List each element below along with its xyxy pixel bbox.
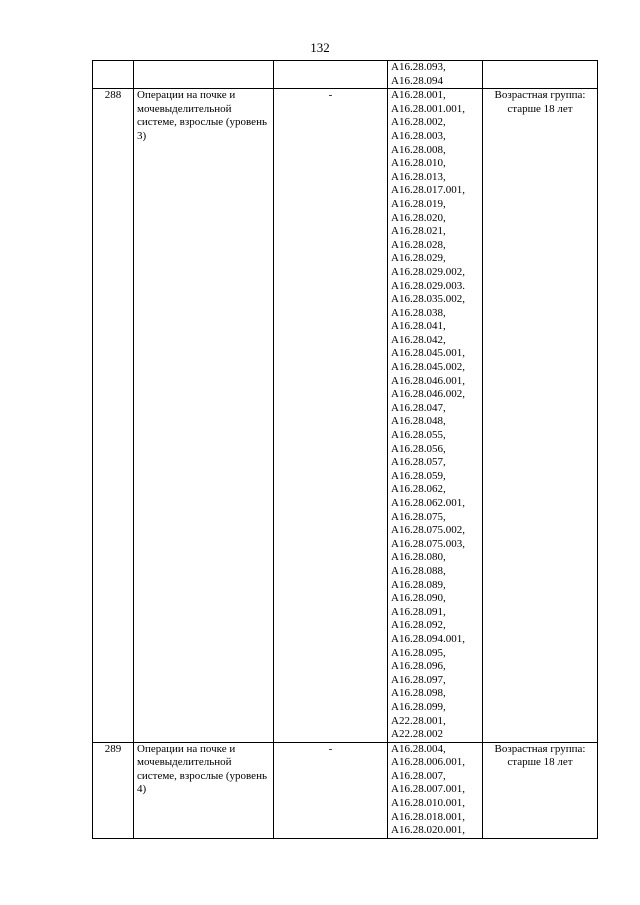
service-code: A16.28.056, — [391, 442, 446, 455]
service-code: A16.28.046.002, — [391, 388, 465, 401]
service-codes — [388, 742, 483, 838]
age-condition — [483, 61, 598, 89]
service-code: A16.28.091, — [391, 605, 446, 618]
service-code: A16.28.099, — [391, 700, 446, 713]
service-code: A16.28.094.001, — [391, 632, 465, 645]
service-code: A16.28.007.001, — [391, 783, 465, 796]
table-row — [93, 742, 598, 838]
service-code: A16.28.045.002, — [391, 361, 465, 374]
service-code: A16.28.092, — [391, 619, 446, 632]
service-code: A16.28.004, — [391, 742, 446, 755]
service-code: A16.28.007, — [391, 769, 446, 782]
service-codes — [388, 61, 483, 89]
service-code: A16.28.045.001, — [391, 347, 465, 360]
service-code: A16.28.029.003. — [391, 279, 465, 292]
service-code: A16.28.048, — [391, 415, 446, 428]
group-name: Операции на почке и мочевыделительной системе, взрослые (уровень 4) — [134, 742, 274, 838]
extra-criteria — [274, 61, 388, 89]
service-code: A16.28.059, — [391, 469, 446, 482]
service-code: A16.28.097, — [391, 673, 446, 686]
service-code: A16.28.001.001, — [391, 102, 465, 115]
table-row — [93, 61, 598, 89]
service-code: A16.28.041, — [391, 320, 446, 333]
service-code: A16.28.095, — [391, 646, 446, 659]
service-code: A16.28.001, — [391, 89, 446, 102]
service-code: A16.28.088, — [391, 564, 446, 577]
service-code: A16.28.075, — [391, 510, 446, 523]
service-code: A16.28.003, — [391, 129, 446, 142]
service-code: A16.28.096, — [391, 660, 446, 673]
service-code: A22.28.001, — [391, 714, 446, 727]
service-code: A16.28.010, — [391, 157, 446, 170]
extra-criteria: - — [274, 89, 388, 743]
service-code: A16.28.035.002, — [391, 293, 465, 306]
service-code: A16.28.089, — [391, 578, 446, 591]
service-code: A16.28.020, — [391, 211, 446, 224]
service-code: A16.28.057, — [391, 456, 446, 469]
service-code: A16.28.029, — [391, 252, 446, 265]
row-number — [93, 61, 134, 89]
service-code: A16.28.013, — [391, 170, 446, 183]
table-body — [93, 61, 598, 839]
groups-table — [92, 60, 598, 839]
service-code: A16.28.018.001, — [391, 810, 465, 823]
row-number: 289 — [93, 742, 134, 838]
service-code: A16.28.042, — [391, 333, 446, 346]
extra-criteria: - — [274, 742, 388, 838]
service-code: A16.28.002, — [391, 116, 446, 129]
service-code: A16.28.029.002, — [391, 265, 465, 278]
service-code: A16.28.008, — [391, 143, 446, 156]
service-code: A22.28.002 — [391, 728, 443, 741]
age-condition: Возрастная группа: старше 18 лет — [483, 89, 598, 743]
group-name — [134, 61, 274, 89]
service-code: A16.28.080, — [391, 551, 446, 564]
service-code: A16.28.038, — [391, 306, 446, 319]
service-code: A16.28.017.001, — [391, 184, 465, 197]
service-code: A16.28.021, — [391, 225, 446, 238]
service-code: A16.28.047, — [391, 401, 446, 414]
service-code: A16.28.094 — [391, 74, 443, 87]
service-code: A16.28.090, — [391, 592, 446, 605]
service-code: A16.28.075.002, — [391, 524, 465, 537]
table-row — [93, 89, 598, 743]
page-number: 132 — [310, 40, 330, 55]
service-code: A16.28.062, — [391, 483, 446, 496]
service-code: A16.28.062.001, — [391, 497, 465, 509]
service-codes — [388, 89, 483, 743]
age-condition: Возрастная группа: старше 18 лет — [483, 742, 598, 838]
group-name: Операции на почке и мочевыделительной системе, взрослые (уровень 3) — [134, 89, 274, 743]
service-code: A16.28.098, — [391, 687, 446, 700]
service-code: A16.28.046.001, — [391, 374, 465, 387]
service-code: A16.28.010.001, — [391, 797, 465, 810]
service-code: A16.28.019, — [391, 197, 446, 210]
service-code: A16.28.075.003, — [391, 537, 465, 550]
service-code: A16.28.028, — [391, 238, 446, 251]
service-code: A16.28.020.001, — [391, 824, 465, 837]
service-code: A16.28.093, — [391, 61, 446, 73]
service-code: A16.28.006.001, — [391, 756, 465, 769]
service-code: A16.28.055, — [391, 429, 446, 442]
row-number: 288 — [93, 89, 134, 743]
